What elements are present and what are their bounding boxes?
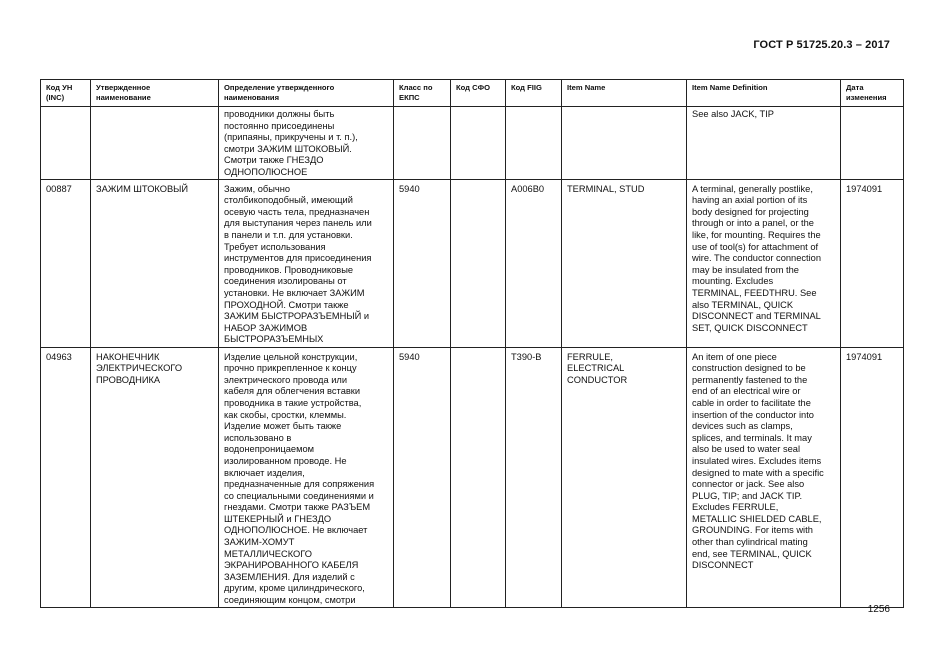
cell-fiig: [506, 107, 562, 180]
cell-item-name: TERMINAL, STUD: [562, 179, 687, 347]
cell-item-def: An item of one piece construction designed to be permanently fastened to the end of an electrical wire or cable in order to facilitate the insertion of the conductor into devices such as clamps, splices, and terminals. It may also be used to water seal insulated wires. Excludes items designed to mate with a specific connector or jack. See also PLUG, TIP; and JACK TIP. Excludes FERRULE, METALLIC SHIELDED CABLE, GROUNDING. For items with other than cylindrical mating end, see TERMINAL, QUICK DISCONNECT: [687, 347, 841, 607]
cell-sfo: [451, 107, 506, 180]
cell-klass: 5940: [394, 179, 451, 347]
cell-sfo: [451, 179, 506, 347]
cell-item-def: A terminal, generally postlike, having an axial portion of its body designed for projecting through or into a panel, or the like, for mounting. Requires the use of tool(s) for attachment of wire. The conductor connection may be insulated from the mounting. Excludes TERMINAL, FEEDTHRU. See also TERMINAL, QUICK DISCONNECT and TERMINAL SET, QUICK DISCONNECT: [687, 179, 841, 347]
header-item-name: Item Name: [562, 80, 687, 107]
table-row: [41, 107, 904, 180]
cell-code: 00887: [41, 179, 91, 347]
header-item-def: Item Name Definition: [687, 80, 841, 107]
header-sfo: Код СФО: [451, 80, 506, 107]
cell-item-name: FERRULE, ELECTRICAL CONDUCTOR: [562, 347, 687, 607]
cell-date: [841, 107, 904, 180]
header-definition: Определение утвержденного наименования: [219, 80, 394, 107]
main-table: [40, 79, 904, 608]
cell-name: ЗАЖИМ ШТОКОВЫЙ: [91, 179, 219, 347]
cell-klass: [394, 107, 451, 180]
header-row: [41, 80, 904, 107]
cell-name: НАКОНЕЧНИК ЭЛЕКТРИЧЕСКОГО ПРОВОДНИКА: [91, 347, 219, 607]
cell-fiig: T390-B: [506, 347, 562, 607]
table-row: [41, 347, 904, 607]
header-klass: Класс по ЕКПС: [394, 80, 451, 107]
cell-item-def: See also JACK, TIP: [687, 107, 841, 180]
header-fiig: Код FIIG: [506, 80, 562, 107]
document-title: ГОСТ Р 51725.20.3 – 2017: [753, 39, 890, 51]
table-row: [41, 179, 904, 347]
page-number: 1256: [867, 604, 890, 615]
header-code: Код УН (INC): [41, 80, 91, 107]
cell-code: 04963: [41, 347, 91, 607]
header-name: Утвержденное наименование: [91, 80, 219, 107]
cell-sfo: [451, 347, 506, 607]
cell-code: [41, 107, 91, 180]
header-date: Дата изменения: [841, 80, 904, 107]
cell-date: 1974091: [841, 347, 904, 607]
cell-definition: проводники должны быть постоянно присоединены (припаяны, прикручены и т. п.), смотри ЗАЖИМ ШТОКОВЫЙ. Смотри также ГНЕЗДО ОДНОПОЛЮСНОЕ: [219, 107, 394, 180]
cell-name: [91, 107, 219, 180]
cell-klass: 5940: [394, 347, 451, 607]
cell-definition: Изделие цельной конструкции, прочно прикрепленное к концу электрического провода или кабеля для облегчения вставки проводника в такие устройства, как скобы, сростки, клеммы. Изделие может быть также использовано в водонепроницаемом изолированном проводе. Не включает изделия, предназначенные для сопряжения со специальными соединениями и гнездами. Смотри также РАЗЪЕМ ШТЕКЕРНЫЙ и ГНЕЗДО ОДНОПОЛЮСНОЕ. Не включает ЗАЖИМ-ХОМУТ МЕТАЛЛИЧЕСКОГО ЭКРАНИРОВАННОГО КАБЕЛЯ ЗАЗЕМЛЕНИЯ. Для изделий с другим, кроме цилиндрического, соединяющим концом, смотри: [219, 347, 394, 607]
cell-item-name: [562, 107, 687, 180]
cell-definition: Зажим, обычно столбикоподобный, имеющий осевую часть тела, предназначен для выступания через панель или в панели и т.п. для установки. Требует использования инструментов для присоединения проводников. Проводниковые соединения изолированы от установки. Не включает ЗАЖИМ ПРОХОДНОЙ. Смотри также ЗАЖИМ БЫСТРОРАЗЪЕМНЫЙ и НАБОР ЗАЖИМОВ БЫСТРОРАЗЪЕМНЫХ: [219, 179, 394, 347]
cell-fiig: A006B0: [506, 179, 562, 347]
cell-date: 1974091: [841, 179, 904, 347]
